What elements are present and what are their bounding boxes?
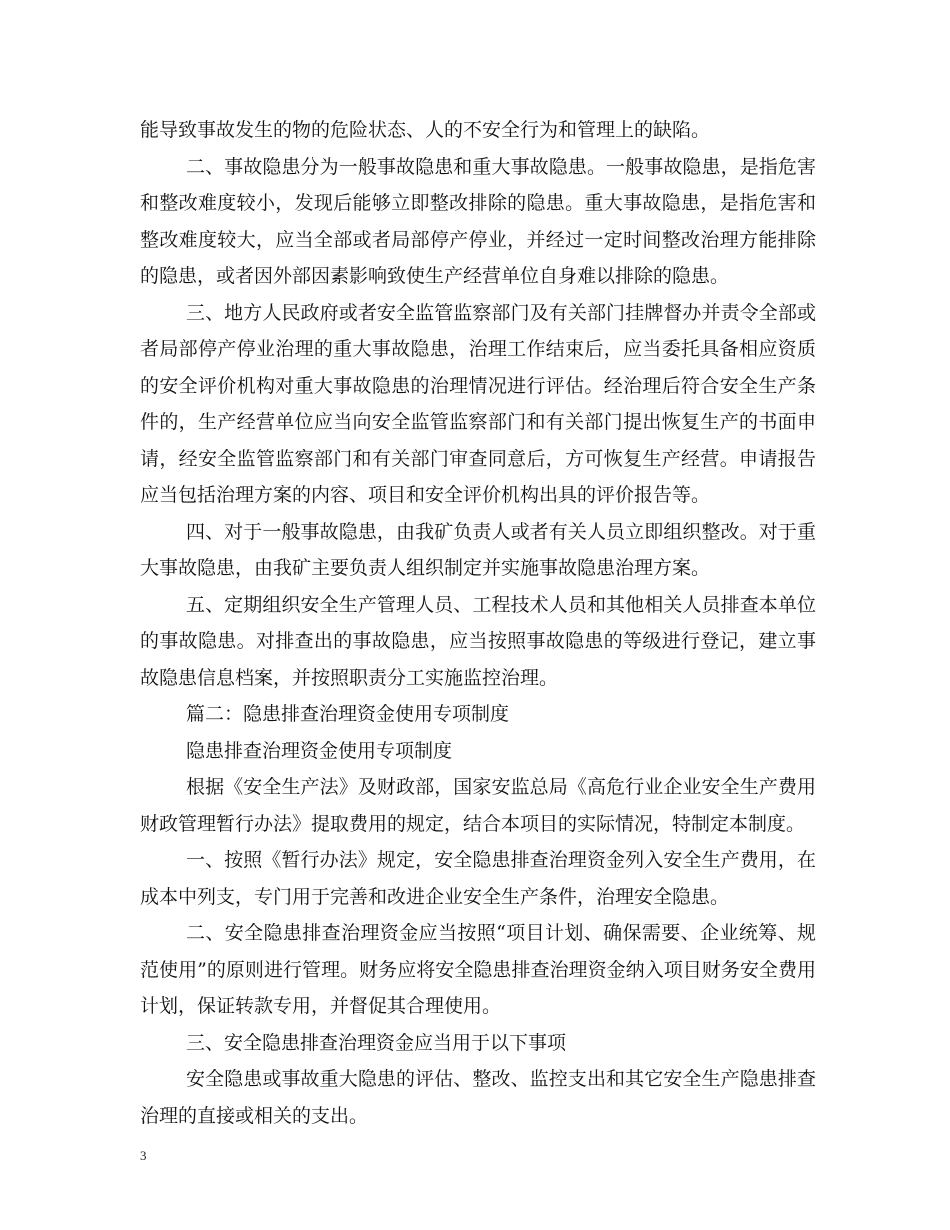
section-heading: 篇二：隐患排查治理资金使用专项制度	[186, 703, 510, 725]
paragraph-5: 五、定期组织安全生产管理人员、工程技术人员和其他相关人员排查本单位的事故隐患。对排查出的事故隐患，应当按照事故隐患的等级进行登记，建立事故隐患信息档案，并按照职责分工实施监控治理。	[140, 593, 816, 689]
page-number: 3	[140, 1148, 147, 1163]
paragraph-4: 四、对于一般事故隐患，由我矿负责人或者有关人员立即组织整改。对于重大事故隐患，由我矿主要负责人组织制定并实施事故隐患治理方案。	[140, 520, 816, 579]
paragraph-9: 一、按照《暂行办法》规定，安全隐患排查治理资金列入安全生产费用，在成本中列支，专门用于完善和改进企业安全生产条件，治理安全隐患。	[140, 849, 816, 908]
paragraph-8: 根据《安全生产法》及财政部，国家安监总局《高危行业企业安全生产费用财政管理暂行办法》提取费用的规定，结合本项目的实际情况，特制定本制度。	[140, 776, 816, 835]
paragraph-3: 三、地方人民政府或者安全监管监察部门及有关部门挂牌督办并责令全部或者局部停产停业治理的重大事故隐患，治理工作结束后，应当委托具备相应资质的安全评价机构对重大事故隐患的治理情况进行评估。经治理后符合安全生产条件的，生产经营单位应当向安全监管监察部门和有关部门提出恢复生产的书面申请，经安全监管监察部门和有关部门审查同意后，方可恢复生产经营。申请报告应当包括治理方案的内容、项目和安全评价机构出具的评价报告等。	[140, 301, 816, 506]
document-subtitle: 隐患排查治理资金使用专项制度	[186, 739, 453, 762]
paragraph-12: 安全隐患或事故重大隐患的评估、整改、监控支出和其它安全生产隐患排查治理的直接或相关的支出。	[140, 1068, 816, 1127]
document-body	[140, 112, 816, 1134]
paragraph-2: 二、事故隐患分为一般事故隐患和重大事故隐患。一般事故隐患，是指危害和整改难度较小，发现后能够立即整改排除的隐患。重大事故隐患，是指危害和整改难度较大，应当全部或者局部停产停业，并经过一定时间整改治理方能排除的隐患，或者因外部因素影响致使生产经营单位自身难以排除的隐患。	[140, 155, 816, 287]
paragraph-11: 三、安全隐患排查治理资金应当用于以下事项	[186, 1031, 567, 1054]
paragraph-10: 二、安全隐患排查治理资金应当按照“项目计划、确保需要、企业统筹、规范使用”的原则进行管理。财务应将安全隐患排查治理资金纳入项目财务安全费用计划，保证转款专用，并督促其合理使用。	[140, 922, 816, 1017]
paragraph-1: 能导致事故发生的物的危险状态、人的不安全行为和管理上的缺陷。	[140, 119, 711, 141]
